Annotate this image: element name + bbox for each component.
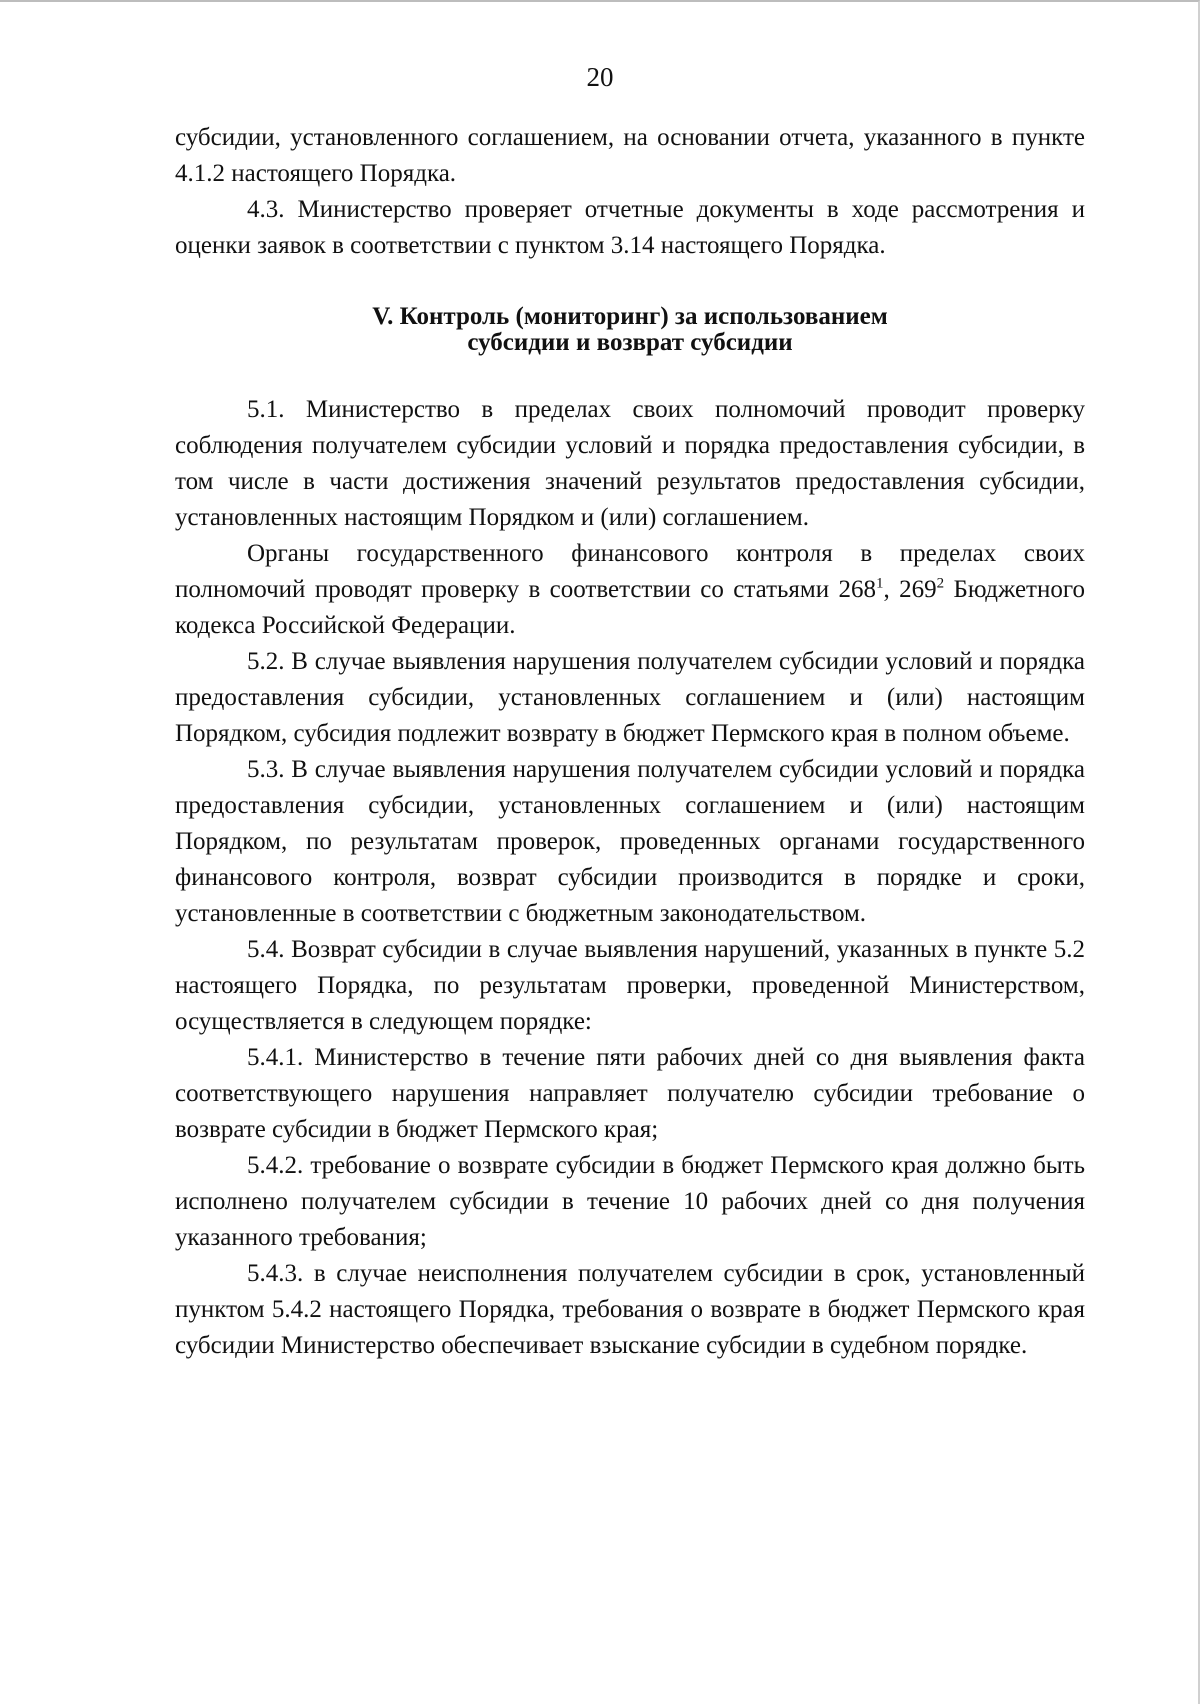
paragraph-continuation: субсидии, установленного соглашением, на основании отчета, указанного в пункте 4.1.2 настоящего Порядка. — [175, 124, 1085, 187]
paragraph-control-bodies-mid: , 269 — [883, 576, 937, 603]
document-body — [175, 120, 1085, 1364]
paragraph-5-4: 5.4. Возврат субсидии в случае выявления нарушений, указанных в пункте 5.2 настоящего Порядка, по результатам проверки, проведенной Министерством, осуществляется в следующем порядке: — [175, 936, 1085, 1035]
section-heading — [175, 304, 1085, 356]
paragraph-control-bodies-end: Бюджетного кодекса Российской Федерации. — [175, 576, 1085, 639]
paragraph-control-bodies — [175, 536, 1085, 644]
section-heading-line-1: V. Контроль (мониторинг) за использованием — [372, 303, 888, 330]
superscript-1: 1 — [876, 575, 884, 592]
paragraph-4-3: 4.3. Министерство проверяет отчетные документы в ходе рассмотрения и оценки заявок в соответствии с пунктом 3.14 настоящего Порядка. — [175, 196, 1085, 259]
superscript-2: 2 — [936, 575, 945, 592]
page-number: 20 — [586, 62, 614, 92]
section-heading-line-2: субсидии и возврат субсидии — [467, 329, 793, 356]
paragraph-5-4-3: 5.4.3. в случае неисполнения получателем субсидии в срок, установленный пунктом 5.4.2 настоящего Порядка, требования о возврате в бюджет Пермского края субсидии Министерство обеспечивает взыскание субсидии в судебном порядке. — [175, 1260, 1085, 1359]
paragraph-5-4-2: 5.4.2. требование о возврате субсидии в бюджет Пермского края должно быть исполнено получателем субсидии в течение 10 рабочих дней со дня получения указанного требования; — [175, 1152, 1085, 1251]
paragraph-5-3: 5.3. В случае выявления нарушения получателем субсидии условий и порядка предоставления субсидии, установленных соглашением и (или) настоящим Порядком, по результатам проверок, проведенных органами государственного финансового контроля, возврат субсидии производится в порядке и сроки, установленные в соответствии с бюджетным законодательством. — [175, 756, 1085, 927]
paragraph-control-bodies-text: Органы государственного финансового контроля в пределах своих полномочий проводят проверку в соответствии со статьями 268 — [175, 540, 1085, 603]
paragraph-5-1: 5.1. Министерство в пределах своих полномочий проводит проверку соблюдения получателем субсидии условий и порядка предоставления субсидии, в том числе в части достижения значений результатов предоставления субсидии, установленных настоящим Порядком и (или) соглашением. — [175, 396, 1085, 531]
paragraph-5-2: 5.2. В случае выявления нарушения получателем субсидии условий и порядка предоставления субсидии, установленных соглашением и (или) настоящим Порядком, субсидия подлежит возврату в бюджет Пермского края в полном объеме. — [175, 648, 1085, 747]
paragraph-5-4-1: 5.4.1. Министерство в течение пяти рабочих дней со дня выявления факта соответствующего нарушения направляет получателю субсидии требование о возврате субсидии в бюджет Пермского края; — [175, 1044, 1085, 1143]
